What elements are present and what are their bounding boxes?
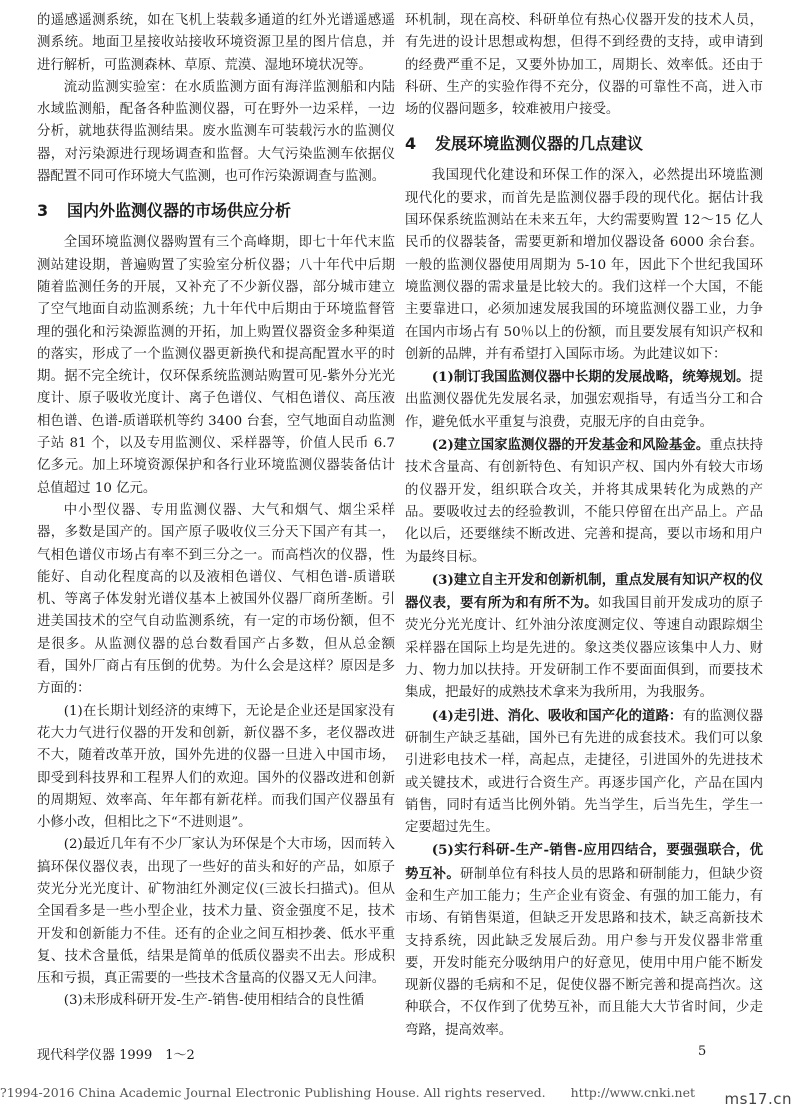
suggestion-text: 有的监测仪器研制生产缺乏基础，国外已有先进的成套技术。我们可以象引进彩电技术一样，高起点，走捷径，引进国外的先进技术或关键技术，或进行合资生产。再逐步国产化，产品在国内销售，同时有适当比例外销。先当学生，后当先生，学生一定要超过先生。 — [405, 708, 763, 836]
paragraph: (1)在长期计划经济的束缚下，无论是企业还是国家没有花大力气进行仪器的开发和创新，新仪器不多，老仪器改进不大，随着改革开放，国外先进的仪器一旦进入中国市场，即受到科技界和工程界人们的欢迎。国外的仪器改进和创新的周期短、效率高、年年都有新花样。而我们国产仪器虽有小修小改，但相比之下“不进则退”。 — [37, 703, 395, 831]
paragraph: 的遥感遥测系统，如在飞机上装载多通道的红外光谱遥感遥测系统。地面卫星接收站接收环境资源卫星的图片信息，并进行解析，可监测森林、草原、荒漠、湿地环境状况等。 — [37, 13, 395, 73]
watermark: ms17.cn — [724, 1090, 792, 1108]
suggestion-heading: (3)建立自主开发和创新机制，重点发展有知识产权的仪器仪表，要有所为和有所不为。 — [405, 571, 763, 612]
right-column — [405, 10, 763, 1042]
suggestion-text: 研制单位有科技人员的思路和研制能力，但缺少资金和生产加工能力；生产企业有资金、有强的加工能力，有市场、有销售渠道，但缺乏开发思路和技术，缺乏高新技术支持系统，因此缺乏发展后劲。用户参与开发仪器非常重要，开发时能充分吸纳用户的好意见，使用中用户能不断发现新仪器的毛病和不足，促使仪器不断完善和提高挡次。这种联合，不仅作到了优势互补，而且能大大节省时间，少走弯路，提高效率。 — [405, 866, 764, 1038]
paragraph: 中小型仪器、专用监测仪器、大气和烟气、烟尘采样器，多数是国产的。国产原子吸收仪三分天下国产有其一，气相色谱仪市场占有率不到三分之一。而高档次的仪器，性能好、自动化程度高的以及液相色谱仪、气相色谱-质谱联机、等离子体发射光谱仪基本上被国外仪器厂商所垄断。引进美国技术的空气自动监测系统，有一定的市场份额，但不是很多。从监测仪器的总台数看国产占多数，但从总金额看，国外厂商占有压倒的优势。为什么会是这样？原因是多方面的： — [37, 502, 395, 697]
section-title: 发展环境监测仪器的几点建议 — [435, 134, 644, 154]
section-heading — [37, 200, 395, 222]
page-number: 5 — [698, 1044, 707, 1059]
section-number: 3 — [37, 201, 49, 221]
suggestion-heading: (5)实行科研-生产-销售-应用四结合，要强强联合，优势互补。 — [405, 842, 763, 882]
section-heading — [405, 133, 763, 155]
paragraph: 全国环境监测仪器购置有三个高峰期，即七十年代末监测站建设期，普遍购置了实验室分析仪器；八十年代中后期随着监测任务的开展，又补充了不少新仪器，部分城市建立了空气地面自动监测系统；九十年代中后期由于环境监督管理的强化和污染源监测的开拓，加上购置仪器资金多种渠道的落实，形成了一个监测仪器更新换代和提高配置水平的时期。据不完全统计，仅环保系统监测站购置可见-紫外分光光度计、原子吸收光度计、离子色谱仪、气相色谱仪、高压液相色谱、色谱-质谱联机等约 3400 台套，空气地面自动监测子站 81 个，以及专用监测仪、采样器等，价值人民币 6.7 亿多元。加上环境资源保护和各行业环境监测仪器装备估计总值超过 10 亿元。 — [37, 235, 395, 496]
section-number: 4 — [405, 134, 417, 154]
suggestion-paragraph — [405, 434, 763, 569]
paragraph: 环机制，现在高校、科研单位有热心仪器开发的技术人员，有先进的设计思想或构想，但得不到经费的支持，或申请到的经费严重不足，又要外协加工，周期长、效率低。还由于科研、生产的实验作得不充分，仪器的可靠性不高，进入市场的仪器问题多，较难被用户接受。 — [405, 13, 763, 118]
journal-footer: 现代科学仪器 1999 1～2 — [37, 1048, 195, 1063]
paragraph: 流动监测实验室：在水质监测方面有海洋监测船和内陆水域监测船，配备各种监测仪器，可在野外一边采样，一边分析，就地获得监测结果。废水监测车可装载污水的监测仪器，对污染源进行现场调查和监督。大气污染监测车依据仪器配置不同可作环境大气监测，也可作污染源调查与监测。 — [37, 79, 395, 185]
paragraph: (3)未形成科研开发-生产-销售-使用相结合的良性循 — [63, 993, 365, 1009]
suggestion-paragraph — [405, 705, 763, 840]
suggestion-heading: (1)制订我国监测仪器中长期的发展战略，统筹规划。 — [431, 369, 750, 386]
suggestion-text: 重点扶持技术含量高、有创新特色、有知识产权、国内外有较大市场的仪器开发，组织联合攻关，并将其成果转化为成熟的产品。要吸收过去的经验教训，不能只停留在出产品上。产品化以后，还要继续不断改进、完善和提高，要以市场和用户为最终目标。 — [405, 438, 763, 565]
copyright-notice: ?1994-2016 China Academic Journal Electronic Publishing House. All rights reserved. http://www.cnki.net — [0, 1085, 696, 1100]
section-title: 国内外监测仪器的市场供应分析 — [67, 201, 292, 221]
paragraph: (2)最近几年有不少厂家认为环保是个大市场，因而转入搞环保仪器仪表，出现了一些好的苗头和好的产品，如原子荧光分光光度计、矿物油红外测定仪(三波长扫描式)。但从全国看多是一些小型企业，技术力量、资金强度不足，技术开发和创新能力不佳。还有的企业之间互相抄袭、低水平重复、技术含量低，结果是简单的低质仪器卖不出去。形成积压和亏损，真正需要的一些技术含量高的仪器又无人问津。 — [37, 837, 395, 987]
suggestion-text: 提出监测仪器优先发展名录，加强宏观指导，有适当分工和合作，避免低水平重复与浪费，克服无序的自由竞争。 — [405, 370, 763, 430]
suggestion-heading: (2)建立国家监测仪器的开发基金和风险基金。 — [431, 437, 710, 454]
suggestion-text: 如我国目前开发成功的原子荧光分光光度计、红外油分浓度测定仪、等速自动跟踪烟尘采样器在国际上均是先进的。象这类仪器应该集中人力、财力、物力加以扶持。开发研制工作不要面面俱到，而要技术集成，把最好的成熟技术拿来为我所用，为我服务。 — [405, 596, 764, 701]
suggestion-paragraph — [405, 366, 763, 434]
left-column — [37, 10, 395, 1013]
paragraph: 我国现代化建设和环保工作的深入，必然提出环境监测现代化的要求，而首先是监测仪器手段的现代化。据估计我国环保系统监测站在未来五年，大约需要购置 12～15 亿人民币的仪器装备，需要更新和增加仪器设备 6000 余台套。一般的监测仪器使用周期为 5-10 年，因此下个世纪我国环境监测仪器的需求量是比较大的。我们这样一个大国，不能主要靠进口，必须加速发展我国的环境监测仪器工业，力争在国内市场占有 50％以上的份额，而且要发展有知识产权和创新的品牌，并有希望打入国际市场。为此建议如下： — [405, 168, 763, 362]
suggestion-paragraph — [405, 839, 763, 1042]
suggestion-paragraph — [405, 569, 763, 705]
suggestion-heading: (4)走引进、消化、吸收和国产化的道路： — [431, 707, 683, 724]
